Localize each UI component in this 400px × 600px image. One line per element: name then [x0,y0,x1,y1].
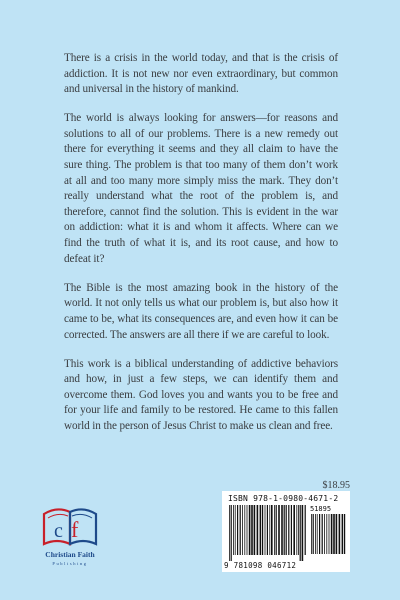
barcode-bar [298,505,299,555]
isbn-text: ISBN 978-1-0980-4671-2 [228,494,339,503]
barcode-bar [300,505,301,561]
barcode-bar [288,505,289,555]
barcode-bar [331,514,333,554]
barcode-bar [249,505,251,555]
barcode-bar [276,505,277,555]
ean-digits-text: 9 781098 046712 [224,561,297,570]
barcode-bar [286,505,287,555]
barcode-bar [344,514,345,554]
blurb-text [64,51,338,448]
blurb-paragraph-2: The world is always looking for answers—for reasons and solutions to all of our problems. There is a new remedy out there for everything it seems and they all claim to have the sure thing. The problem is that too many of them don’t work at all and too many more simply miss the mark. They don’t really understand what the root of the problem is, and therefore, cannot find the solution. This is evident in the war on addiction: what it is and whom it affects. Where can we find the truth of what it is, and its root cause, and how to defeat it? [64,112,338,265]
barcode-bar [329,514,330,554]
barcode-bar [284,505,285,555]
barcode-bar [322,514,323,554]
barcode-bar [291,505,292,555]
barcode-bar [240,505,241,555]
barcode-bar [336,514,338,554]
addon-barcode-bars [310,514,346,568]
barcode-bar [342,514,344,554]
barcode-bar [269,505,270,555]
addon-code-text: 51895 [310,505,332,513]
barcode-bar [319,514,320,554]
publisher-logo [32,500,108,580]
barcode-bar [265,505,266,555]
barcode-bar [247,505,248,555]
barcode-bar [315,514,316,554]
barcode-bar [339,514,341,554]
barcode-bar [242,505,243,555]
publisher-subtitle: Publishing [52,561,88,566]
barcode-bar [235,505,236,555]
barcode-bar [244,505,245,555]
barcode-bar [237,505,238,555]
barcode-bar [305,505,306,555]
barcode-bar [317,514,318,554]
svg-text:f: f [71,517,79,542]
barcode-bar [262,505,263,555]
barcode-bar [333,514,335,554]
barcode-bar [257,505,259,555]
barcode-bar [311,514,312,554]
publisher-name: Christian Faith [45,550,95,559]
barcode-bar [313,514,314,554]
barcode-bar [267,505,268,555]
barcode-bar [324,514,325,554]
barcode-bar [293,505,295,555]
isbn-barcode [222,491,350,572]
barcode-bar [254,505,256,555]
svg-text:c: c [54,520,63,542]
barcode-bar [260,505,262,555]
blurb-paragraph-1: There is a crisis in the world today, and that is the crisis of addiction. It is not new nor even extraordinary, but common and universal in the history of mankind. [64,52,338,96]
blurb-paragraph-3: The Bible is the most amazing book in the history of the world. It not only tells us what our problem is, but also how it came to be, what its consequences are, and even how it can be corrected. The answers are all there if we are careful to look. [64,281,338,341]
barcode-bar [278,505,280,555]
barcode-bar [251,505,253,555]
barcode-bar [281,505,283,555]
barcode-bar [229,505,230,561]
book-cf-icon [40,500,100,548]
barcode-bar [271,505,273,555]
barcode-bar [274,505,275,555]
barcode-bar [231,505,232,561]
barcode-bar [296,505,297,555]
ean-barcode-bars [228,505,308,561]
barcode-bar [326,514,327,554]
price-label: $18.95 [322,480,350,491]
barcode-bar [233,505,234,555]
barcode-bar [302,505,304,561]
blurb-paragraph-4: This work is a biblical understanding of addictive behaviors and how, in just a few steps, we can identify them and overcome them. God loves you and wants you to be free and for your life and family to be restored. He came to this fallen world in the person of Jesus Christ to make us clean and free. [64,357,338,432]
